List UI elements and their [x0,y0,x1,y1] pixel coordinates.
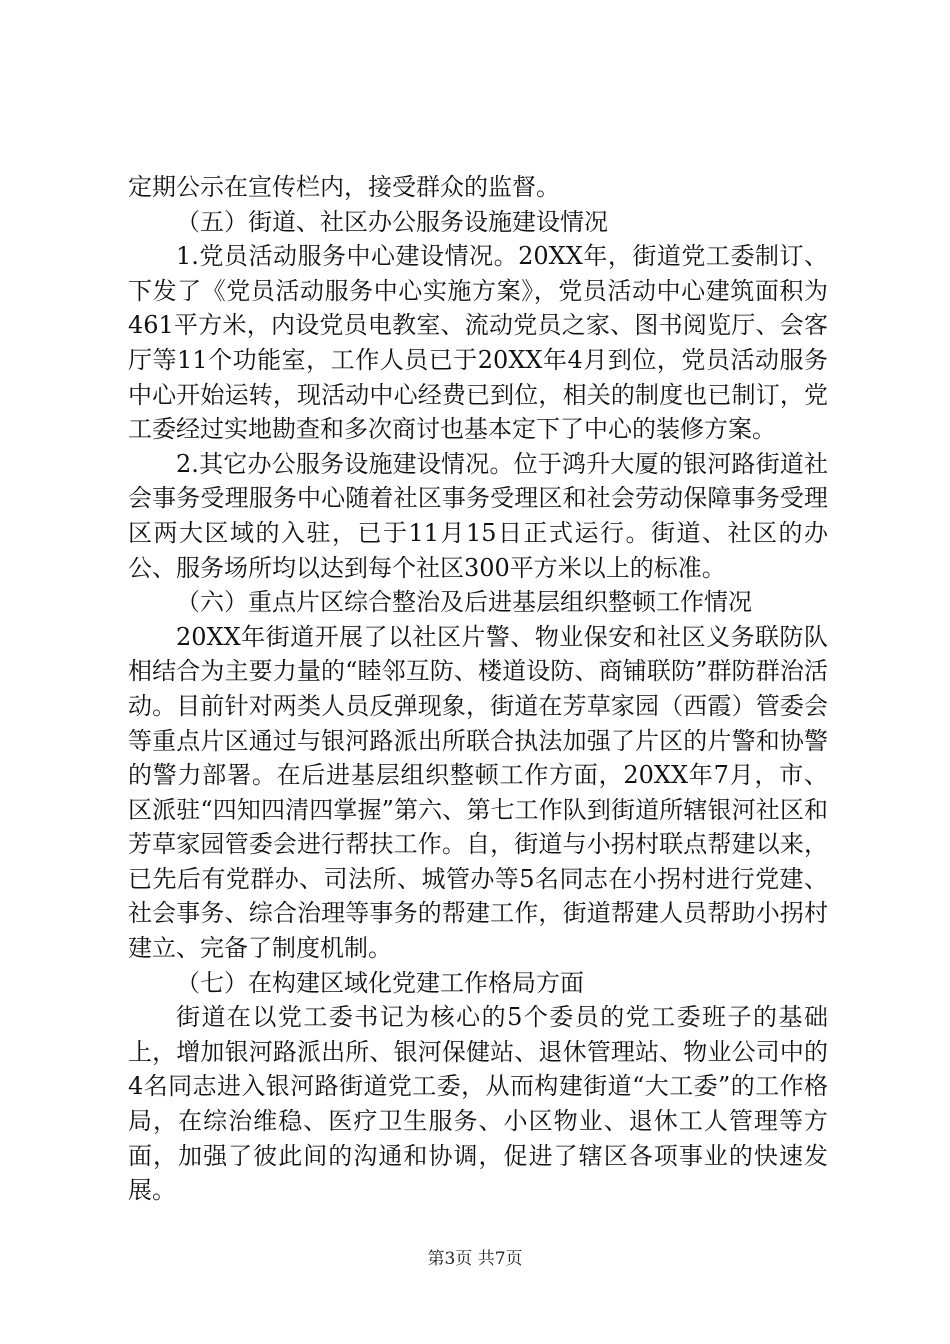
paragraph-other-facilities: 2.其它办公服务设施建设情况。位于鸿升大厦的银河路街道社会事务受理服务中心随着社区事务受理区和社会劳动保障事务受理区两大区域的入驻，已于11月15日正式运行。街道、社区的办公、服务场所均以达到每个社区300平方米以上的标准。 [128,449,828,582]
section-heading-6: （六）重点片区综合整治及后进基层组织整顿工作情况 [176,588,752,617]
section-heading-5: （五）街道、社区办公服务设施建设情况 [176,207,608,236]
section-heading-7: （七）在构建区域化党建工作格局方面 [176,968,584,997]
paragraph-rectification: 20XX年街道开展了以社区片警、物业保安和社区义务联防队相结合为主要力量的“睦邻互防、楼道设防、商铺联防”群防群治活动。目前针对两类人员反弹现象，街道在芳草家园（西霞）管委会等重点片区通过与银河路派出所联合执法加强了片区的片警和协警的警力部署。在后进基层组织整顿工作方面，20XX年7月，市、区派驻“四知四清四掌握”第六、第七工作队到街道所辖银河社区和芳草家园管委会进行帮扶工作。自，街道与小拐村联点帮建以来，已先后有党群办、司法所、城管办等5名同志在小拐村进行党建、社会事务、综合治理等事务的帮建工作，街道帮建人员帮助小拐村建立、完备了制度机制。 [128,622,828,963]
page-footer: 第3页 共7页 [427,1249,523,1269]
document-body [128,170,828,1208]
paragraph-regional-party-building: 街道在以党工委书记为核心的5个委员的党工委班子的基础上，增加银河路派出所、银河保健站、退休管理站、物业公司中的4名同志进入银河路街道党工委，从而构建街道“大工委”的工作格局，在综治维稳、医疗卫生服务、小区物业、退休工人管理等方面，加强了彼此间的沟通和协调，促进了辖区各项事业的快速发展。 [128,1003,828,1205]
paragraph-party-center: 1.党员活动服务中心建设情况。20XX年，街道党工委制订、下发了《党员活动服务中心实施方案》，党员活动中心建筑面积为461平方米，内设党员电教室、流动党员之家、图书阅览厅、会客厅等11个功能室，工作人员已于20XX年4月到位，党员活动服务中心开始运转，现活动中心经费已到位，相关的制度也已制订，党工委经过实地勘查和多次商讨也基本定下了中心的装修方案。 [128,242,828,444]
paragraph-continuation: 定期公示在宣传栏内，接受群众的监督。 [128,173,560,201]
